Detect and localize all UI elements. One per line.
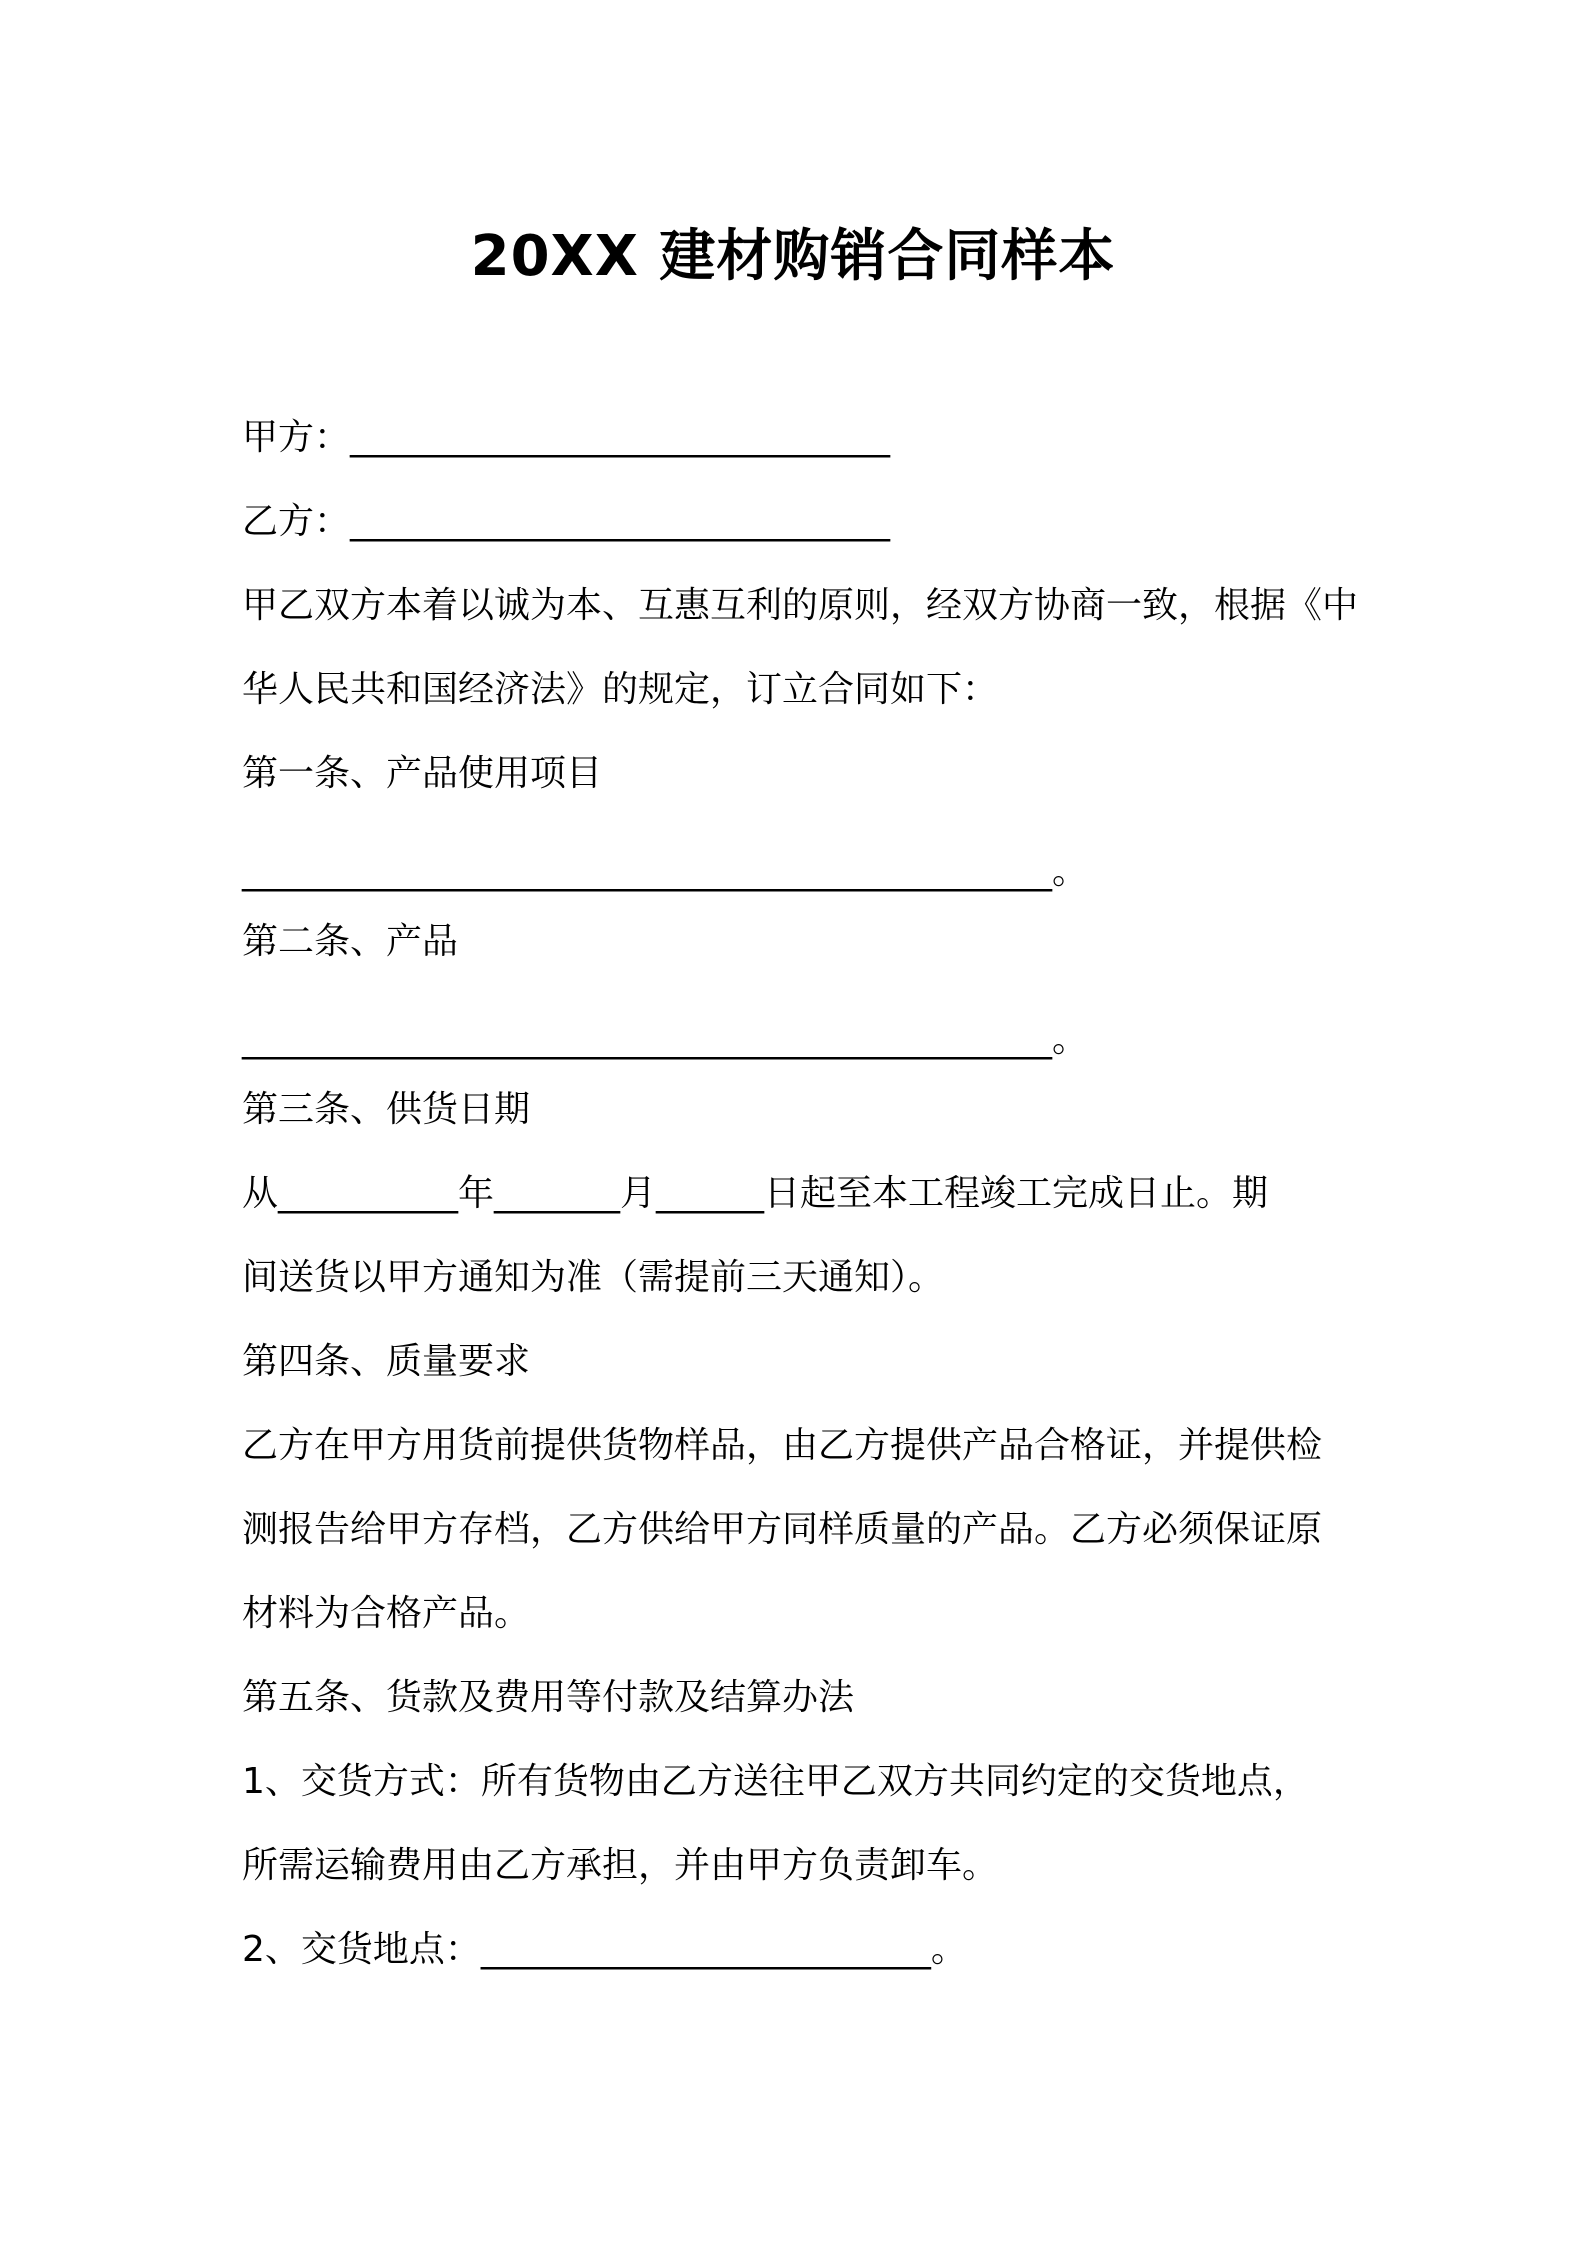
document-title: 20XX 建材购销合同样本 bbox=[470, 224, 1116, 289]
body-line: 从__________年_______月______日起至本工程竣工完成日止。期 bbox=[242, 1173, 1269, 1214]
body-line: 测报告给甲方存档，乙方供给甲方同样质量的产品。乙方必须保证原 bbox=[242, 1509, 1323, 1550]
article-heading: 第五条、货款及费用等付款及结算办法 bbox=[242, 1677, 855, 1718]
article-heading: 第四条、质量要求 bbox=[242, 1341, 531, 1382]
party-a-line: 甲方：______________________________ bbox=[242, 417, 891, 458]
preamble-line: 甲乙双方本着以诚为本、互惠互利的原则，经双方协商一致，根据《中 bbox=[242, 585, 1359, 626]
party-b-line: 乙方：______________________________ bbox=[242, 501, 891, 542]
article-heading: 第二条、产品 bbox=[242, 921, 459, 962]
blank-line: _____________________________________________。 bbox=[242, 851, 1088, 892]
blank-line: _____________________________________________。 bbox=[242, 1019, 1088, 1060]
body-line: 所需运输费用由乙方承担，并由甲方负责卸车。 bbox=[242, 1845, 999, 1886]
body-line: 2、交货地点：_________________________。 bbox=[242, 1929, 967, 1970]
body-line: 1、交货方式：所有货物由乙方送往甲乙双方共同约定的交货地点， bbox=[242, 1761, 1309, 1802]
article-heading: 第三条、供货日期 bbox=[242, 1089, 531, 1130]
body-line: 间送货以甲方通知为准（需提前三天通知）。 bbox=[242, 1257, 945, 1298]
preamble-line: 华人民共和国经济法》的规定，订立合同如下： bbox=[242, 669, 999, 710]
article-heading: 第一条、产品使用项目 bbox=[242, 753, 603, 794]
body-line: 材料为合格产品。 bbox=[242, 1593, 531, 1634]
body-line: 乙方在甲方用货前提供货物样品，由乙方提供产品合格证，并提供检 bbox=[242, 1425, 1323, 1466]
